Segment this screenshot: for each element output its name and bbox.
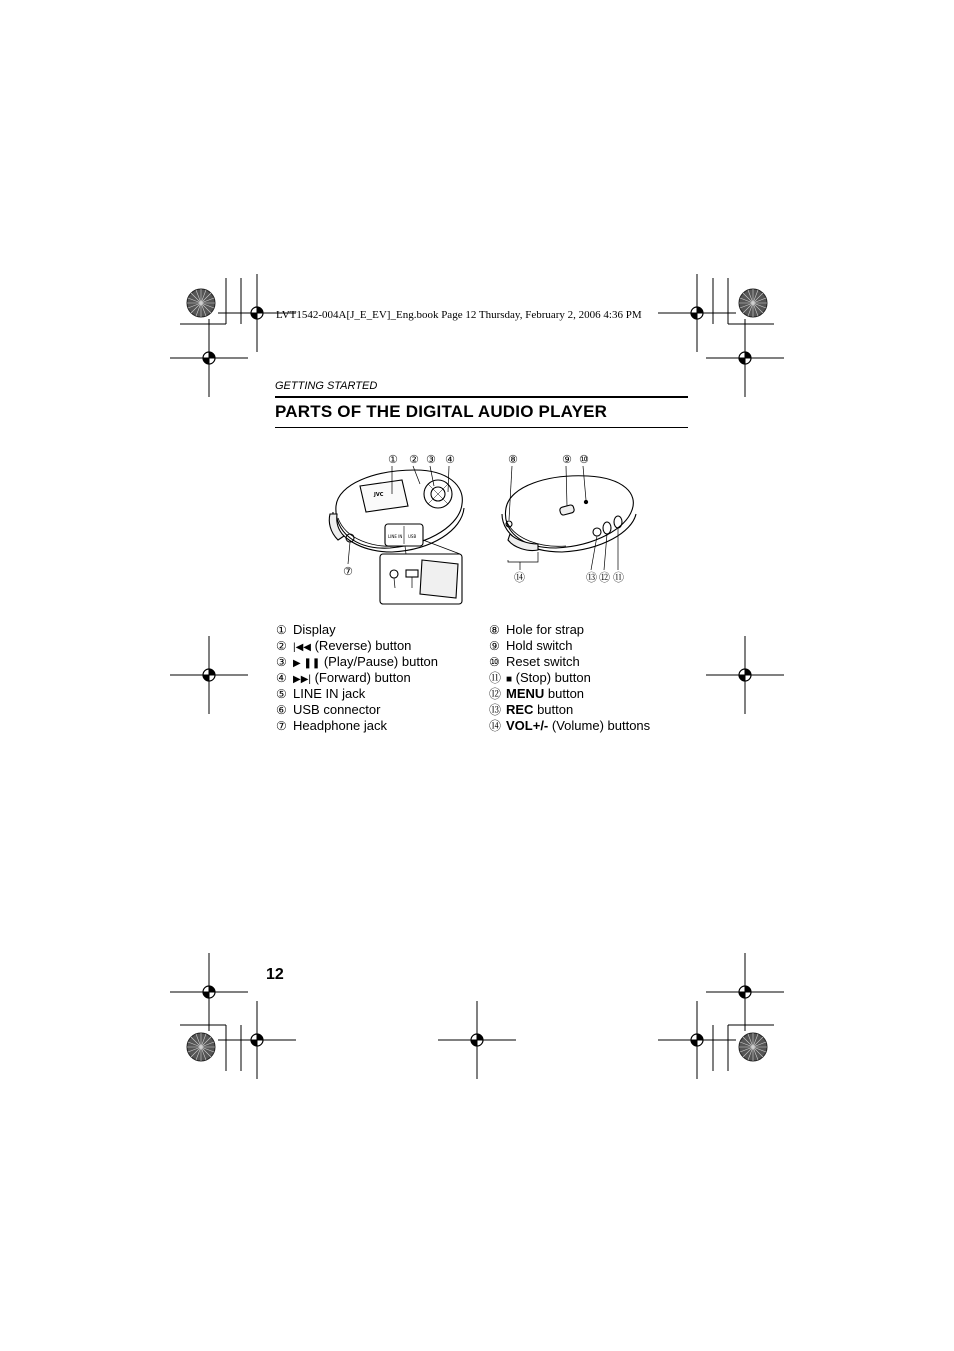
list-item: ⑬ REC button bbox=[489, 702, 574, 717]
registration-mark-icon bbox=[170, 953, 248, 1031]
registration-mark-icon bbox=[706, 953, 784, 1031]
stop-icon: ■ bbox=[506, 674, 513, 685]
callout-8: ⑧ bbox=[508, 453, 518, 466]
registration-mark-icon bbox=[658, 274, 736, 352]
callout-14: ⑭ bbox=[514, 571, 525, 584]
callout-1: ① bbox=[388, 453, 398, 466]
registration-mark-icon bbox=[170, 636, 248, 714]
callout-10: ⑩ bbox=[579, 453, 589, 466]
page-title: PARTS OF THE DIGITAL AUDIO PLAYER bbox=[275, 402, 608, 421]
list-item: ⑧ Hole for strap bbox=[489, 622, 585, 637]
list-item: ③ ▶ ❚❚ (Play/Pause) button bbox=[276, 654, 439, 669]
list-item: ② |◀◀ (Reverse) button bbox=[276, 638, 412, 653]
list-item: ① Display bbox=[276, 622, 336, 637]
page-number: 12 bbox=[266, 966, 284, 983]
registration-mark-icon bbox=[706, 636, 784, 714]
list-item: ⑤ LINE IN jack bbox=[276, 686, 366, 701]
color-bar-icon bbox=[739, 1033, 767, 1061]
bottom-rule bbox=[275, 427, 688, 428]
list-item: ⑪ ■ (Stop) button bbox=[489, 670, 591, 685]
list-item: ⑦ Headphone jack bbox=[276, 718, 387, 733]
print-file-header: LVT1542-004A[J_E_EV]_Eng.book Page 12 Thursday, February 2, 2006 4:36 PM bbox=[276, 309, 642, 321]
player-parts-illustration bbox=[320, 448, 650, 608]
parts-list-right bbox=[489, 622, 650, 734]
list-item: ④ ▶▶| (Forward) button bbox=[276, 670, 411, 685]
forward-icon: ▶▶| bbox=[293, 674, 311, 685]
callout-13: ⑬ bbox=[586, 571, 597, 584]
list-item: ⑫ MENU button bbox=[489, 686, 585, 701]
callout-12: ⑫ bbox=[599, 571, 610, 584]
play-pause-icon: ▶ ❚❚ bbox=[293, 658, 321, 669]
brand-logo: JVC bbox=[374, 492, 384, 498]
callout-9: ⑨ bbox=[562, 453, 572, 466]
callout-3: ③ bbox=[426, 453, 436, 466]
list-item: ⑭ VOL+/- (Volume) buttons bbox=[489, 718, 651, 733]
registration-mark-icon bbox=[218, 1001, 296, 1079]
section-label: GETTING STARTED bbox=[275, 380, 378, 392]
color-bar-icon bbox=[187, 1033, 215, 1061]
callout-7: ⑦ bbox=[343, 565, 353, 578]
usb-label: USB bbox=[408, 534, 417, 539]
line-in-label: LINE IN bbox=[388, 534, 403, 539]
color-bar-icon bbox=[187, 289, 215, 317]
registration-mark-icon bbox=[658, 1001, 736, 1079]
callout-4: ④ bbox=[445, 453, 455, 466]
registration-mark-icon bbox=[706, 319, 784, 397]
callout-11: ⑪ bbox=[613, 571, 624, 584]
top-rule bbox=[275, 396, 688, 398]
reverse-icon: |◀◀ bbox=[293, 642, 311, 653]
registration-mark-icon bbox=[438, 1001, 516, 1079]
list-item: ⑩ Reset switch bbox=[489, 654, 580, 669]
list-item: ⑥ USB connector bbox=[276, 702, 381, 717]
list-item: ⑨ Hold switch bbox=[489, 638, 573, 653]
callout-2: ② bbox=[409, 453, 419, 466]
color-bar-icon bbox=[739, 289, 767, 317]
registration-mark-icon bbox=[170, 319, 248, 397]
player-back-view bbox=[502, 466, 636, 570]
parts-list-left bbox=[276, 622, 438, 734]
